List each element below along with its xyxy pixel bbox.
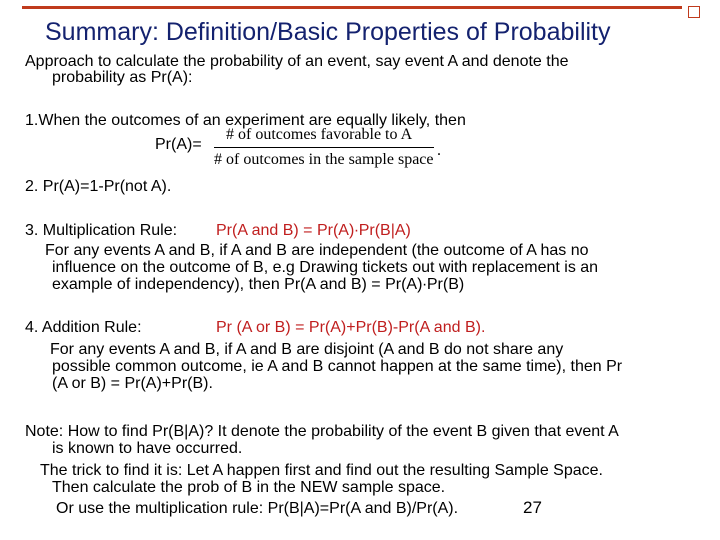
intro-line-2: probability as Pr(A): (52, 69, 193, 86)
note-line-2: is known to have occurred. (52, 440, 243, 457)
header-accent-bar (22, 6, 682, 9)
item1-line-1: 1.When the outcomes of an experiment are equally likely, then (25, 112, 466, 129)
note-line-5: Or use the multiplication rule: Pr(B|A)=Pr(A and B)/Pr(A). (56, 500, 459, 517)
note-line-4: Then calculate the prob of B in the NEW sample space. (52, 479, 446, 496)
page-number: 27 (523, 498, 542, 517)
item4-line-2: For any events A and B, if A and B are disjoint (A and B do not share any (50, 341, 564, 358)
fraction-numerator: # of outcomes favorable to A (226, 126, 413, 143)
item3-label: 3. Multiplication Rule: (25, 222, 178, 239)
note-line-1: Note: How to find Pr(B|A)? It denote the probability of the event B given that event A (25, 423, 619, 440)
item4-line-4: (A or B) = Pr(A)+Pr(B). (52, 375, 213, 392)
fraction-denominator: # of outcomes in the sample space (214, 151, 434, 168)
item3-line-3: influence on the outcome of B, e.g Drawing tickets out with replacement is an (52, 259, 599, 276)
note-line-3: The trick to find it is: Let A happen first and find out the resulting Sample Space. (40, 462, 603, 479)
item3-line-4: example of independency), then Pr(A and B) = Pr(A)∙Pr(B) (52, 276, 465, 293)
item2-text: 2. Pr(A)=1-Pr(not A). (25, 178, 172, 195)
intro-line-1: Approach to calculate the probability of an event, say event A and denote the (25, 53, 569, 70)
item3-line-2: For any events A and B, if A and B are independent (the outcome of A has no (45, 242, 589, 259)
item4-label: 4. Addition Rule: (25, 319, 142, 336)
item1-prefix: Pr(A)= (155, 136, 202, 153)
item3-formula: Pr(A and B) = Pr(A)∙Pr(B|A) (216, 222, 411, 239)
header-accent-square (688, 6, 700, 18)
slide-title: Summary: Definition/Basic Properties of Probability (45, 18, 611, 46)
item4-line-3: possible common outcome, ie A and B cannot happen at the same time), then Pr (52, 358, 623, 375)
item4-formula: Pr (A or B) = Pr(A)+Pr(B)-Pr(A and B). (216, 319, 486, 336)
fraction-period: . (437, 142, 441, 159)
fraction-bar (214, 147, 434, 148)
